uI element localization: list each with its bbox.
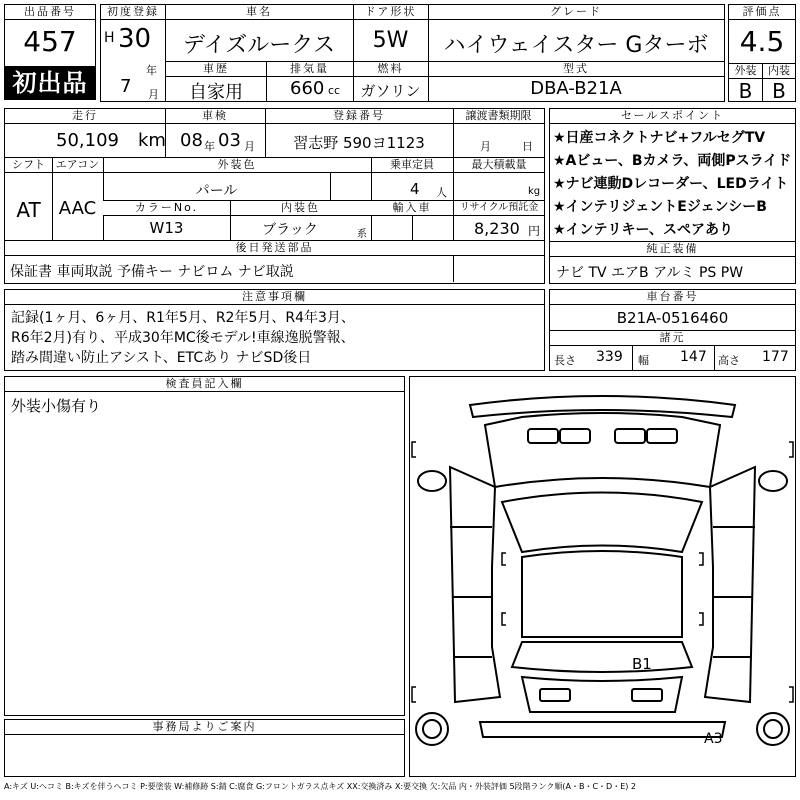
note-line: 踏み間違い防止アシスト、ETCあり ナビSD後日 <box>11 350 312 366</box>
model: DBA-B21A <box>530 78 622 99</box>
aircon-label: エアコン <box>52 158 103 173</box>
damage-mark-b1: B1 <box>632 655 652 673</box>
length-label: 長さ <box>554 354 576 367</box>
notes-box <box>4 289 545 371</box>
door-type: 5W <box>372 28 409 53</box>
aircon: AAC <box>58 198 97 219</box>
fuel: ガソリン <box>360 82 421 100</box>
mileage-label: 走行 <box>5 109 165 124</box>
height-label: 高さ <box>718 354 740 367</box>
score-label: 評価点 <box>729 5 795 20</box>
chassis-number: B21A-0516460 <box>616 309 729 327</box>
transfer-label: 譲渡書類期限 <box>453 109 544 124</box>
first-reg-label: 初度登録 <box>101 5 165 20</box>
office-label: 事務局よりご案内 <box>5 720 404 735</box>
capacity-unit: 人 <box>436 186 447 199</box>
shift: AT <box>16 198 41 222</box>
inspection-month: 03 <box>218 130 241 151</box>
inspection-year: 08 <box>180 130 203 151</box>
capacity-label: 乗車定員 <box>371 158 453 173</box>
inspection-year-unit: 年 <box>204 140 215 153</box>
score-box <box>728 4 796 102</box>
inspector-box <box>4 376 405 716</box>
capacity: 4 <box>410 180 420 198</box>
displacement-label: 排気量 <box>266 62 353 77</box>
sales-point-item: ★日産コネクトナビ+フルセグTV <box>553 130 766 146</box>
transfer-month-unit: 月 <box>480 140 491 153</box>
mileage: 50,109 <box>56 130 119 151</box>
shift-label: シフト <box>5 158 52 173</box>
sales-point-item: ★Aビュー、Bカメラ、両側Pスライド <box>553 153 792 169</box>
transfer-day-unit: 日 <box>522 140 533 153</box>
inspector-note: 外装小傷有り <box>11 397 102 415</box>
color-no-label: カラーNo. <box>103 201 230 216</box>
interior-color-label: 内装色 <box>230 201 371 216</box>
exterior-color: パール <box>195 183 238 199</box>
width: 147 <box>680 349 707 365</box>
first-reg-year: 30 <box>118 24 152 54</box>
inspector-label: 検査員記入欄 <box>5 377 404 392</box>
recycle-unit: 円 <box>528 224 541 238</box>
mileage-unit: km <box>138 130 166 151</box>
office-box <box>4 719 405 777</box>
grade: ハイウェイスター Gターボ <box>443 33 709 58</box>
max-load-unit: kg <box>528 186 541 197</box>
lot-number: 457 <box>23 25 77 58</box>
sales-points-box <box>549 108 796 284</box>
displacement: 660 <box>290 78 325 99</box>
model-label: 型式 <box>428 62 724 77</box>
car-outline-diagram <box>410 377 795 776</box>
score-value: 4.5 <box>739 25 785 58</box>
ext-score: B <box>738 79 753 103</box>
lot-number-label: 出品番号 <box>5 5 95 20</box>
sales-point-item: ★ナビ連動Dレコーダー、LEDライト <box>553 176 789 192</box>
interior-color: ブラック <box>262 222 318 238</box>
note-line: 記録(1ヶ月、6ヶ月、R1年5月、R2年5月、R4年3月、 <box>11 310 355 326</box>
history: 自家用 <box>189 82 243 103</box>
dimensions-label: 諸元 <box>550 331 795 346</box>
fuel-label: 燃料 <box>353 62 428 77</box>
width-label: 幅 <box>638 354 649 367</box>
car-name-label: 車名 <box>165 5 353 20</box>
length: 339 <box>596 349 623 365</box>
plate-label: 登録番号 <box>265 109 453 124</box>
sales-points-label: セールスポイント <box>550 109 795 124</box>
max-load-label: 最大積載量 <box>454 158 544 173</box>
sales-point-item: ★インテリキー、スペアあり <box>553 222 733 238</box>
first-reg-month: 7 <box>120 76 132 97</box>
era-prefix: H <box>104 30 115 46</box>
height: 177 <box>762 349 789 365</box>
damage-mark-a3: A3 <box>704 731 723 747</box>
int-score: B <box>772 79 786 103</box>
inspection-label: 車検 <box>165 109 265 124</box>
plate-number: 習志野 590ヨ1123 <box>293 134 425 152</box>
damage-diagram <box>409 376 796 777</box>
notes-label: 注意事項欄 <box>5 290 544 305</box>
damage-legend: A:キズ U:ヘコミ B:キズを伴うヘコミ P:要塗装 W:補修跡 S:錆 C:腐食 G:フロントガラス点キズ XX:交換済み X:要交換 欠:欠品 内・外装評価 5段階ランク順(A・B・C・D・E) 2 <box>4 782 637 791</box>
equipment-label: 純正装備 <box>550 242 795 257</box>
ext-label: 外装 <box>729 64 762 79</box>
chassis-label: 車台番号 <box>550 290 795 305</box>
first-reg-year-unit: 年 <box>146 64 157 77</box>
recycle: 8,230 <box>474 219 520 238</box>
later-parts: 保証書 車両取説 予備キー ナビロム ナビ取説 <box>10 264 294 280</box>
chassis-box <box>549 289 796 371</box>
later-parts-label: 後日発送部品 <box>5 241 544 256</box>
door-label: ドア形状 <box>353 5 428 20</box>
car-name: デイズルークス <box>182 33 336 58</box>
first-listing-badge: 初出品 <box>4 66 96 100</box>
inspection-month-unit: 月 <box>244 140 255 153</box>
int-label: 内装 <box>763 64 795 79</box>
recycle-label: リサイクル預託金 <box>454 201 544 216</box>
first-reg-month-unit: 月 <box>148 88 159 101</box>
import-label: 輸入車 <box>371 201 453 216</box>
displacement-unit: cc <box>328 84 341 97</box>
note-line: R6年2月)有り、平成30年MC後モデル!車線逸脱警報、 <box>11 330 355 346</box>
equipment: ナビ TV エアB アルミ PS PW <box>556 265 744 281</box>
grade-label: グレード <box>428 5 724 20</box>
color-no: W13 <box>149 219 184 237</box>
exterior-color-label: 外装色 <box>103 158 371 173</box>
sales-point-item: ★インテリジェントEジェンシーB <box>553 199 767 215</box>
interior-color-suffix: 系 <box>357 229 367 240</box>
history-label: 車歴 <box>166 62 266 77</box>
